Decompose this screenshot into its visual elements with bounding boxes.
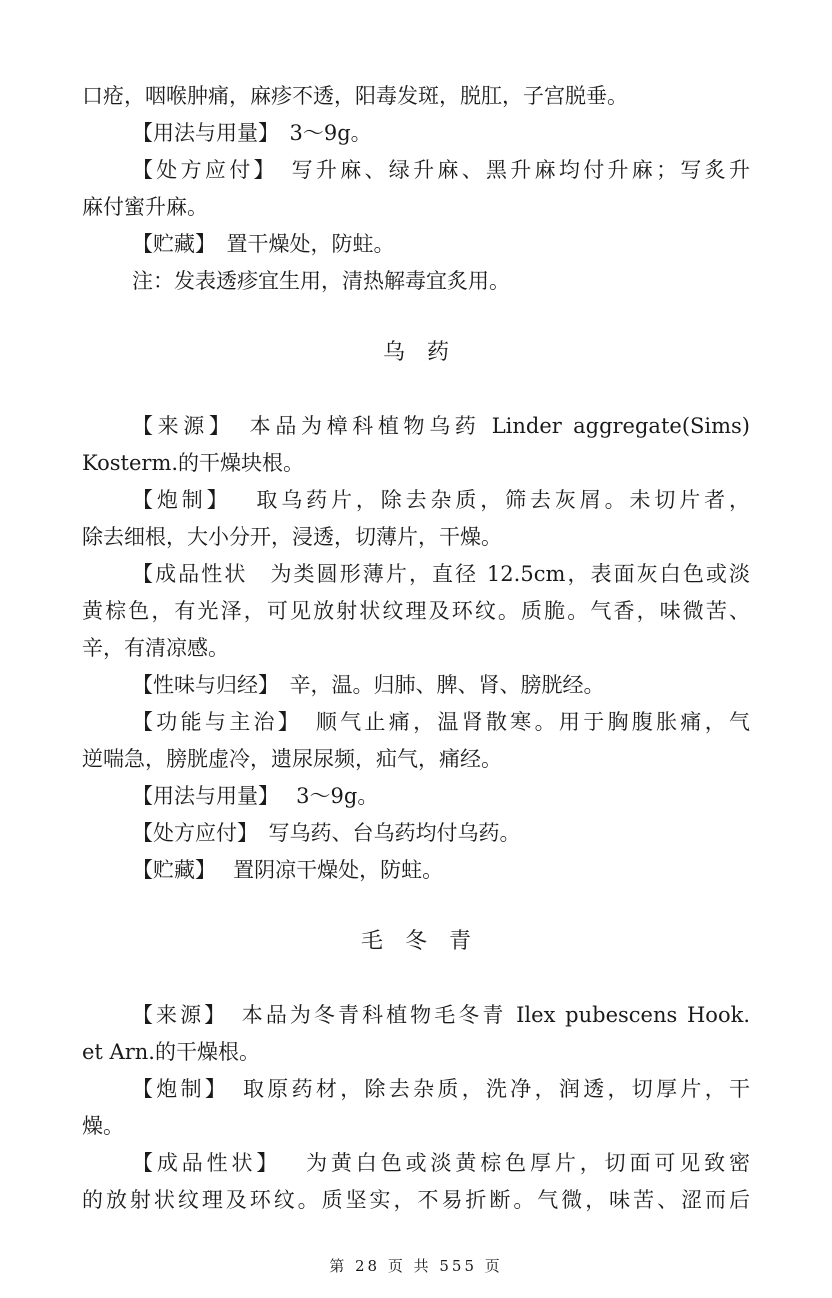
source-line: 【来源】 本品为冬青科植物毛冬青 Ilex pubescens Hook. — [132, 1003, 750, 1027]
page-footer: 第 28 页 共 555 页 — [329, 1257, 503, 1275]
properties-line-continued: 的放射状纹理及环纹。质坚实，不易折断。气微，味苦、涩而后 — [82, 1188, 750, 1212]
usage-line: 【用法与用量】 3～9g。 — [132, 121, 372, 145]
properties-line-continued: 辛，有清凉感。 — [82, 636, 229, 660]
section-heading-wrap — [82, 334, 750, 371]
processing-line-continued: 除去细根，大小分开，浸透，切薄片，干燥。 — [82, 525, 502, 549]
function-line: 【功能与主治】 顺气止痛，温肾散寒。用于胸腹胀痛，气 — [132, 710, 750, 734]
prescription-line-continued: 麻付蜜升麻。 — [82, 195, 208, 219]
function-line-continued: 逆喘急，膀胱虚冷，遗尿尿频，疝气，痛经。 — [82, 747, 502, 771]
note-line: 注：发表透疹宜生用，清热解毒宜炙用。 — [132, 269, 510, 293]
section-heading-wrap — [82, 923, 750, 960]
properties-line-continued: 黄棕色，有光泽，可见放射状纹理及环纹。质脆。气香，味微苦、 — [82, 599, 750, 623]
source-line-continued: Kosterm.的干燥块根。 — [82, 451, 305, 475]
processing-line: 【炮制】 取原药材，除去杂质，洗净，润透，切厚片，干 — [132, 1077, 750, 1101]
processing-line-continued: 燥。 — [82, 1114, 124, 1138]
usage-line: 【用法与用量】 3～9g。 — [132, 784, 379, 808]
properties-line: 【成品性状 为类圆形薄片，直径 12.5cm，表面灰白色或淡 — [132, 562, 750, 586]
source-line-continued: et Arn.的干燥根。 — [82, 1040, 260, 1064]
prescription-line: 【处方应付】 写乌药、台乌药均付乌药。 — [132, 821, 521, 845]
storage-line: 【贮藏】 置干燥处，防蛀。 — [132, 232, 395, 256]
nature-line: 【性味与归经】 辛，温。归肺、脾、肾、膀胱经。 — [132, 673, 605, 697]
section-heading-wuyao: 乌 药 — [382, 340, 449, 365]
properties-line: 【成品性状】 为黄白色或淡黄棕色厚片，切面可见致密 — [132, 1151, 750, 1175]
text-line: 口疮，咽喉肿痛，麻疹不透，阳毒发斑，脱肛，子宫脱垂。 — [82, 84, 628, 108]
section-heading-maodongqing: 毛 冬 青 — [360, 929, 471, 954]
document-body — [82, 78, 750, 1219]
storage-line: 【贮藏】 置阴凉干燥处，防蛀。 — [132, 858, 444, 882]
processing-line: 【炮制】 取乌药片，除去杂质，筛去灰屑。未切片者， — [132, 488, 750, 512]
prescription-line: 【处方应付】 写升麻、绿升麻、黑升麻均付升麻；写炙升 — [132, 158, 750, 182]
source-line: 【来源】 本品为樟科植物乌药 Linder aggregate(Sims) — [132, 414, 750, 438]
